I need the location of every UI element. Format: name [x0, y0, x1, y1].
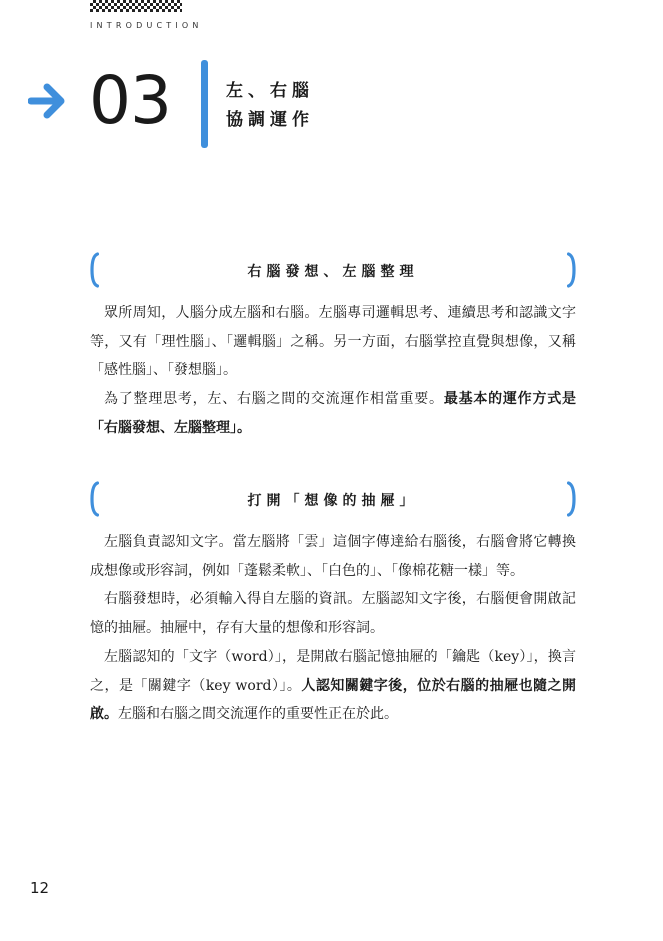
section-heading — [90, 252, 576, 288]
section-right-brain — [90, 252, 576, 443]
chapter-title-line-1: 左、右腦 — [226, 81, 314, 101]
paragraph: 右腦發想時，必須輸入得自左腦的資訊。左腦認知文字後，右腦便會開啟記憶的抽屜。抽屜中，存有大量的想像和形容詞。 — [90, 591, 576, 637]
chapter-divider-bar — [201, 60, 208, 148]
section-heading — [90, 481, 576, 517]
section-title: 打開「想像的抽屜」 — [247, 493, 419, 509]
paragraph: 左腦認知的「文字（word）」，是開啟右腦記憶抽屜的「鑰匙（key）」，換言之，是「關鍵字（key word）」。人認知關鍵字後，位於右腦的抽屜也隨之開啟。左腦和右腦之間交流運作的重要性正在於此。 — [90, 648, 576, 723]
chapter-number: 03 — [89, 62, 171, 139]
section-drawer — [90, 481, 576, 729]
page-number: 12 — [30, 879, 50, 897]
paragraph: 為了整理思考，左、右腦之間的交流運作相當重要。最基本的運作方式是「右腦發想、左腦整理」。 — [90, 391, 577, 436]
right-bracket-icon — [567, 252, 576, 288]
bold-emphasis: 人認知關鍵字後，位於右腦的抽屜也隨之開啟。 — [90, 677, 576, 723]
checkerboard-pattern — [90, 0, 182, 12]
section-body — [90, 299, 576, 443]
bold-emphasis: 最基本的運作方式是「右腦發想、左腦整理」。 — [90, 391, 577, 436]
arrow-right-icon — [28, 82, 68, 120]
paragraph: 眾所周知，人腦分成左腦和右腦。左腦專司邏輯思考、連續思考和認識文字等，又有「理性腦」、「邏輯腦」之稱。另一方面，右腦掌控直覺與想像，又稱「感性腦」、「發想腦」。 — [90, 305, 576, 379]
chapter-title — [226, 77, 314, 135]
right-bracket-icon — [567, 481, 576, 517]
section-body — [90, 528, 576, 729]
section-label: INTRODUCTION — [90, 21, 203, 30]
chapter-title-line-2: 協調運作 — [226, 110, 314, 130]
paragraph: 左腦負責認知文字。當左腦將「雲」這個字傳達給右腦後，右腦會將它轉換成想像或形容詞，例如「蓬鬆柔軟」、「白色的」、「像棉花糖一樣」等。 — [90, 534, 576, 579]
section-title: 右腦發想、左腦整理 — [247, 264, 419, 280]
